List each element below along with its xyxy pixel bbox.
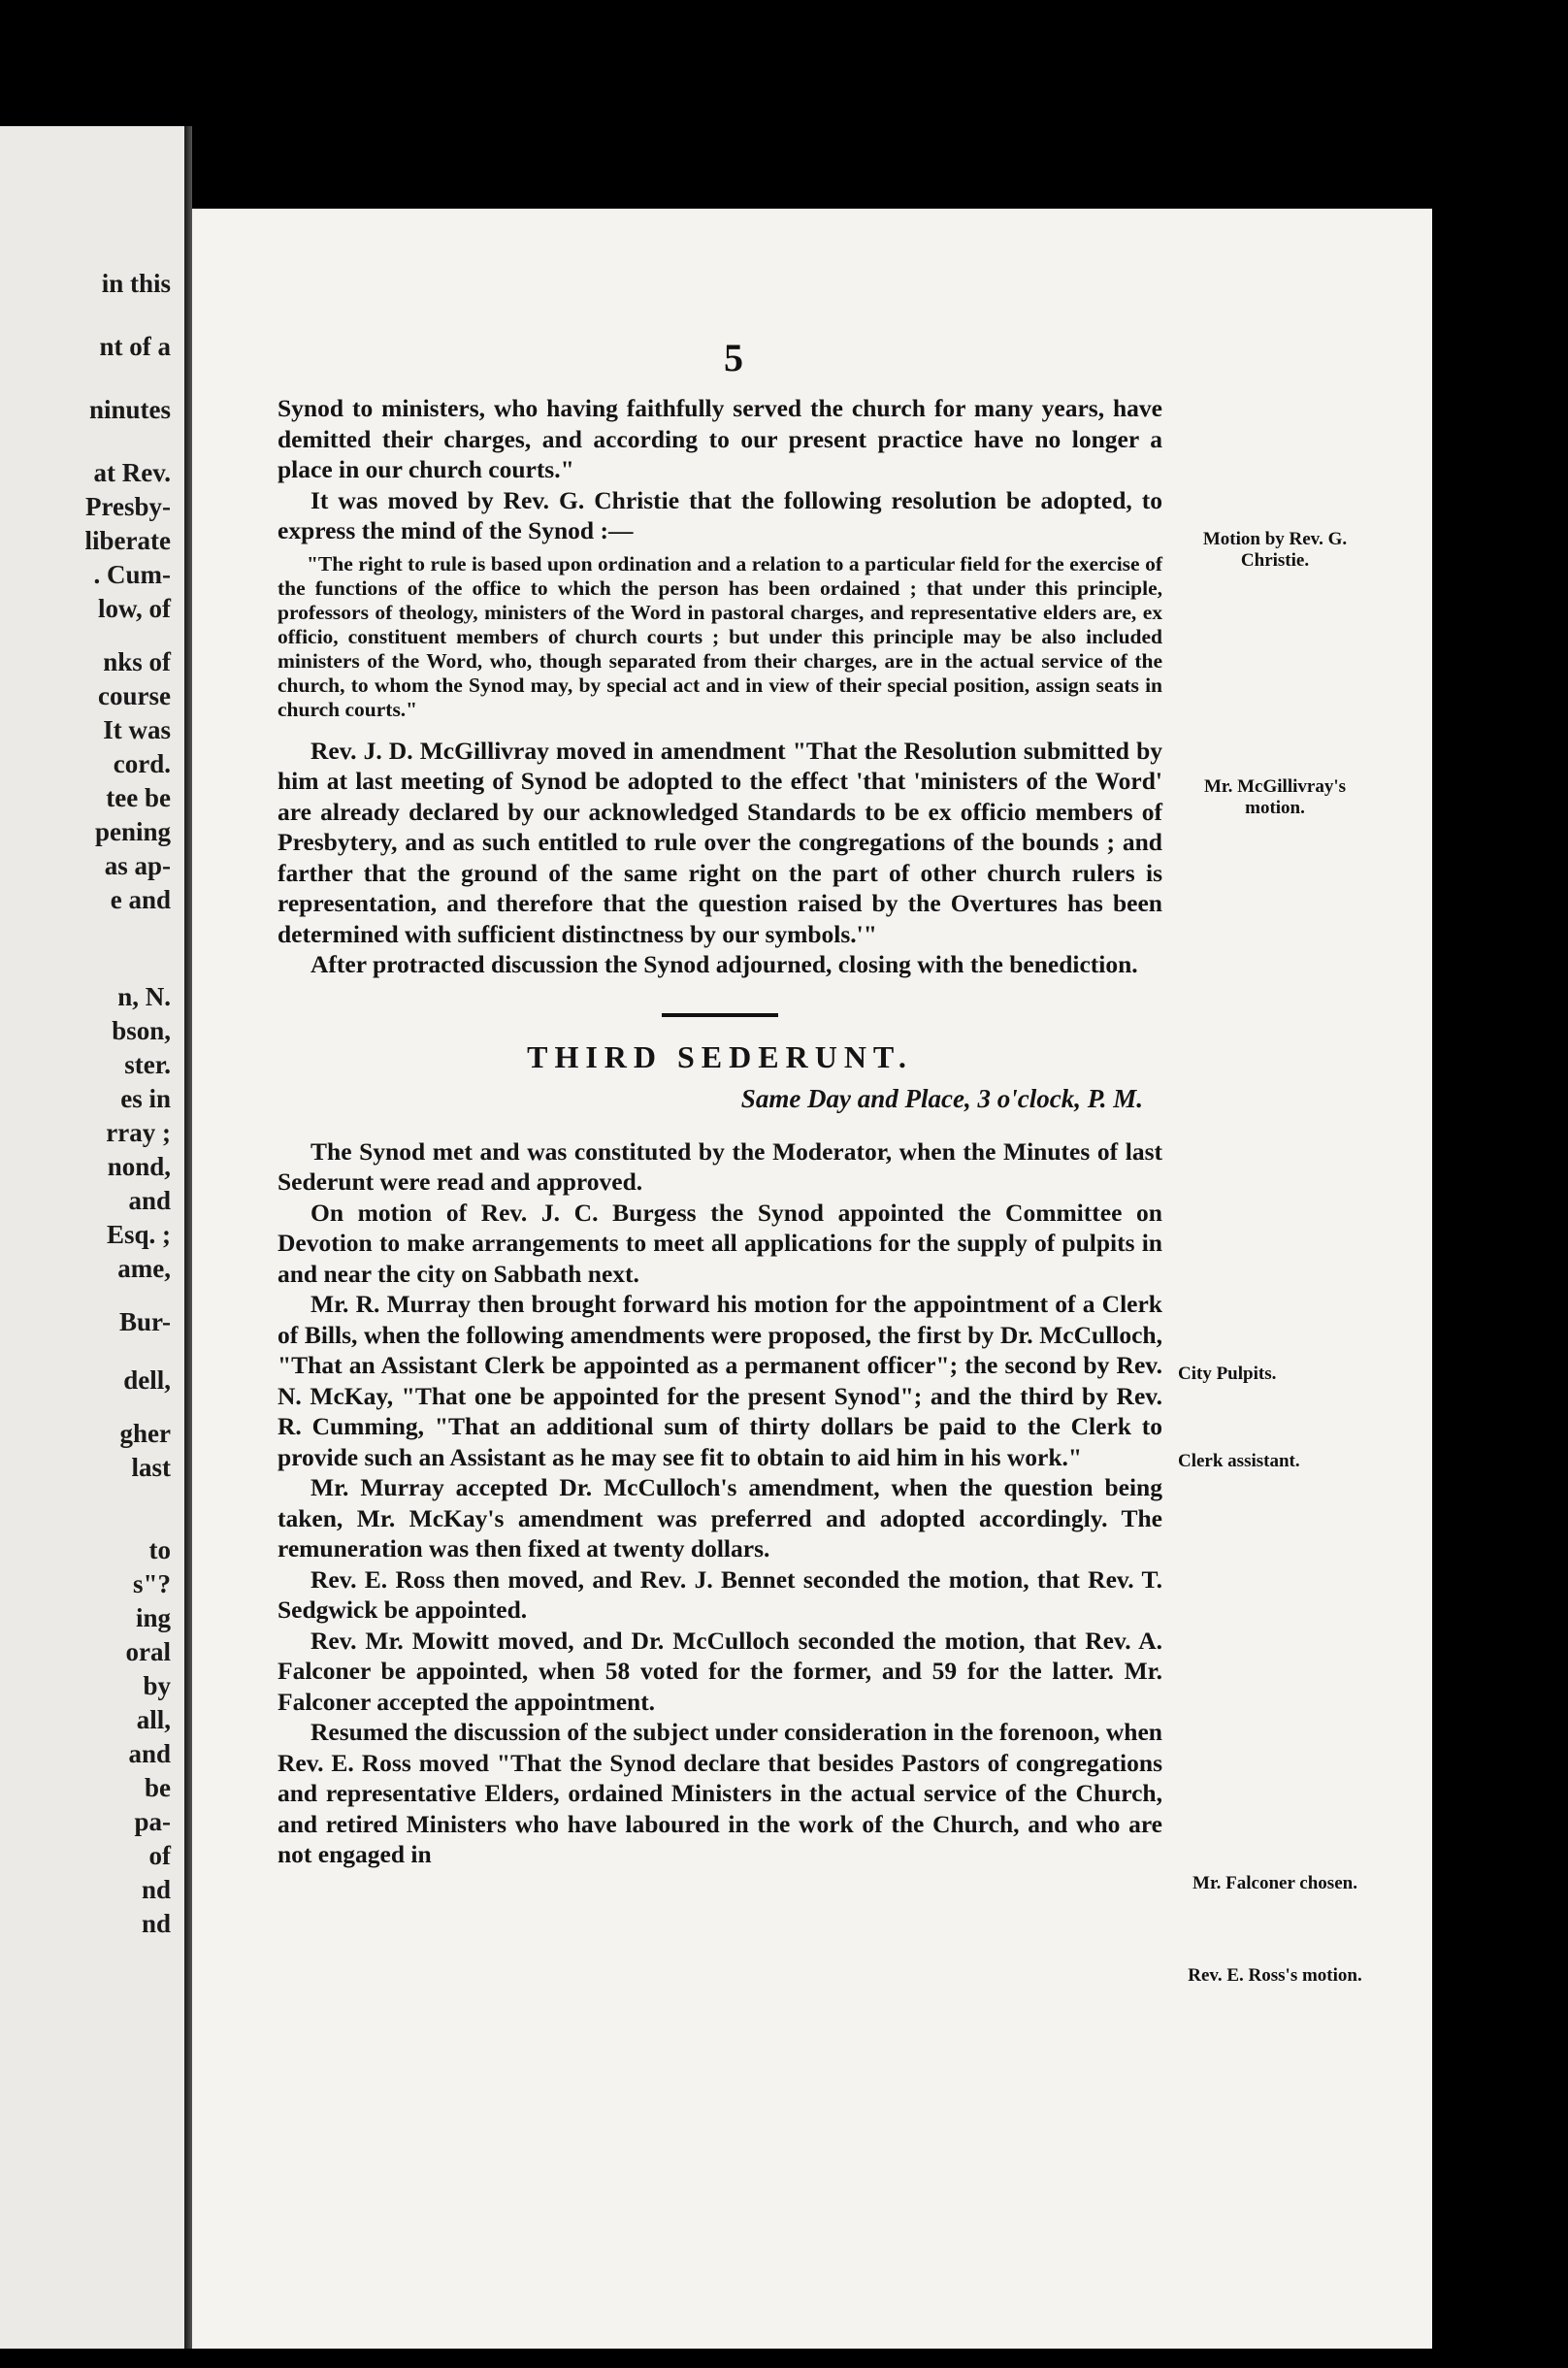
left-page-text-fragment: . Cum- [93, 560, 171, 589]
paragraph-murray-accepted: Mr. Murray accepted Dr. McCulloch's amendment, when the question being taken, Mr. McKay's amendment was preferred and adopted accordingly. The remuneration was then fixed at twenty dollars. [278, 1473, 1162, 1562]
left-page-text-fragment: ster. [124, 1050, 171, 1079]
margin-note-clerk-assistant: Clerk assistant. [1178, 1451, 1300, 1471]
left-page-fragment [0, 126, 187, 2349]
left-page-text-fragment: Bur- [119, 1307, 171, 1336]
left-page-text-fragment: tee be [106, 783, 171, 812]
left-page-text-fragment: n, N. [117, 982, 171, 1011]
left-page-text-fragment: bson, [112, 1016, 171, 1045]
left-page-text-fragment: ame, [117, 1254, 171, 1283]
left-page-text-fragment: last [131, 1453, 171, 1482]
left-page-text-fragment: nt of a [99, 332, 171, 361]
paragraph-mowitt-moved: Rev. Mr. Mowitt moved, and Dr. McCulloch seconded the motion, that Rev. A. Falconer be appointed, when 58 voted for the former, and 59 for the latter. Mr. Falconer accepted the appointment. [278, 1626, 1162, 1716]
section-divider [662, 1013, 778, 1017]
left-page-text-fragment: nks of [103, 647, 171, 676]
left-page-text-fragment: all, [136, 1705, 171, 1734]
left-page-text-fragment: be [145, 1773, 171, 1802]
margin-note-falconer: Mr. Falconer chosen. [1192, 1873, 1357, 1893]
paragraph-ross-moved: Rev. E. Ross then moved, and Rev. J. Bennet seconded the motion, that Rev. T. Sedgwick be appointed. [278, 1564, 1162, 1624]
left-page-text-fragment: and [128, 1739, 171, 1768]
section-subheading: Same Day and Place, 3 o'clock, P. M. [740, 1084, 1143, 1113]
book-gutter [184, 126, 192, 2349]
left-page-text-fragment: Presby- [85, 492, 171, 521]
left-page-text-fragment: pa- [134, 1807, 171, 1836]
left-page-text-fragment: by [143, 1671, 171, 1700]
paragraph-continued: Synod to ministers, who having faithfully served the church for many years, have demitted their charges, and according to our present practice have no longer a place in our church courts." [278, 394, 1162, 483]
left-page-text-fragment: pening [94, 817, 171, 846]
left-page-text-fragment: e and [110, 885, 171, 914]
left-page-text-fragment: nd [141, 1875, 171, 1904]
left-page-text-fragment: ing [135, 1603, 171, 1632]
paragraph-christie-motion: It was moved by Rev. G. Christie that the following resolution be adopted, to express the mind of the Synod :— [278, 485, 1162, 544]
left-page-text-fragment: es in [120, 1084, 171, 1113]
resolution-quote: "The right to rule is based upon ordination and a relation to a particular field for the exercise of the functions of the office to which the person has been ordained ; that under this principle, professors of theology, ministers of the Word in pastoral charges, and representative elders are, ex officio, constituent members of church courts ; but under this principle may be also included ministers of the Word, who, though separated from their charges, are in the actual service of the church, to whom the Synod may, by special act and in view of their special position, assign seats in church courts." [278, 551, 1162, 721]
left-page-text-fragment: gher [119, 1419, 171, 1448]
margin-note-christie: Motion by Rev. G. Christie. [1202, 529, 1348, 571]
section-heading: THIRD SEDERUNT. [527, 1038, 913, 1074]
left-page-text-fragment: low, of [97, 594, 171, 623]
left-page-text-fragment: course [98, 681, 171, 710]
left-page-text-fragment: nond, [107, 1152, 171, 1181]
margin-note-ross: Rev. E. Ross's motion. [1188, 1965, 1362, 1986]
paragraph-synod-met: The Synod met and was constituted by the Moderator, when the Minutes of last Sederunt were read and approved. [278, 1136, 1162, 1196]
left-page-text-fragment: ninutes [88, 395, 171, 424]
left-page-text-fragment: It was [103, 715, 171, 744]
paragraph-burgess-motion: On motion of Rev. J. C. Burgess the Synod appointed the Committee on Devotion to make arrangements to meet all applications for the supply of pulpits in and near the city on Sabbath next. [278, 1198, 1162, 1288]
left-page-text-fragment: s"? [133, 1569, 171, 1598]
margin-note-city-pulpits: City Pulpits. [1178, 1364, 1277, 1384]
left-page-text-fragment: at Rev. [93, 458, 171, 487]
paragraph-adjournment: After protracted discussion the Synod adjourned, closing with the benediction. [310, 950, 1138, 978]
left-page-text-fragment: oral [125, 1637, 171, 1666]
margin-note-mcgillivray: Mr. McGillivray's motion. [1204, 776, 1346, 818]
left-page-text-fragment: to [148, 1535, 171, 1564]
paragraph-mcgillivray-amendment: Rev. J. D. McGillivray moved in amendment "That the Resolution submitted by him at last meeting of Synod be adopted to the effect 'that 'ministers of the Word' are already declared by our acknowledged Standards to be ex officio members of Presbytery, and as such entitled to rule over the congregations of the bounds ; and farther that the ground of the same right on the part of other church rulers is representation, and therefore that the question raised by the Overtures has been determined with sufficient distinctness by our symbols.'" [278, 736, 1162, 948]
left-page-text-fragment: Esq. ; [106, 1220, 171, 1249]
left-page-text-fragment: in this [101, 269, 171, 298]
left-page-text-fragment: rray ; [106, 1118, 171, 1147]
left-page-text-fragment: liberate [84, 526, 171, 555]
paragraph-resumed-discussion: Resumed the discussion of the subject under consideration in the forenoon, when Rev. E. Ross moved "That the Synod declare that besides Pastors of congregations and representative Elders, ordained Ministers in the actual service of the Church, and retired Ministers who have laboured in the work of the Church, and who are not engaged in [278, 1718, 1162, 1868]
page-body [278, 393, 1162, 1870]
paragraph-murray-motion: Mr. R. Murray then brought forward his motion for the appointment of a Clerk of Bills, when the following amendments were proposed, the first by Dr. McCulloch, "That an Assistant Clerk be appointed as a permanent officer"; the second by Rev. N. McKay, "That one be appointed for the present Synod"; and the third by Rev. R. Cumming, "That an additional sum of thirty dollars be paid to the Clerk to provide such an Assistant as he may see fit to obtain to aid him in his work." [278, 1290, 1162, 1471]
left-page-text-fragment: cord. [113, 749, 171, 778]
left-page-text-fragment: and [128, 1186, 171, 1215]
left-page-text-fragment: nd [141, 1909, 171, 1938]
right-page [192, 209, 1432, 2349]
left-page-text-fragment: of [148, 1841, 171, 1870]
left-page-text-fragment: as ap- [104, 851, 171, 880]
left-page-text-fragment: dell, [123, 1365, 171, 1395]
page-number: 5 [724, 336, 743, 379]
